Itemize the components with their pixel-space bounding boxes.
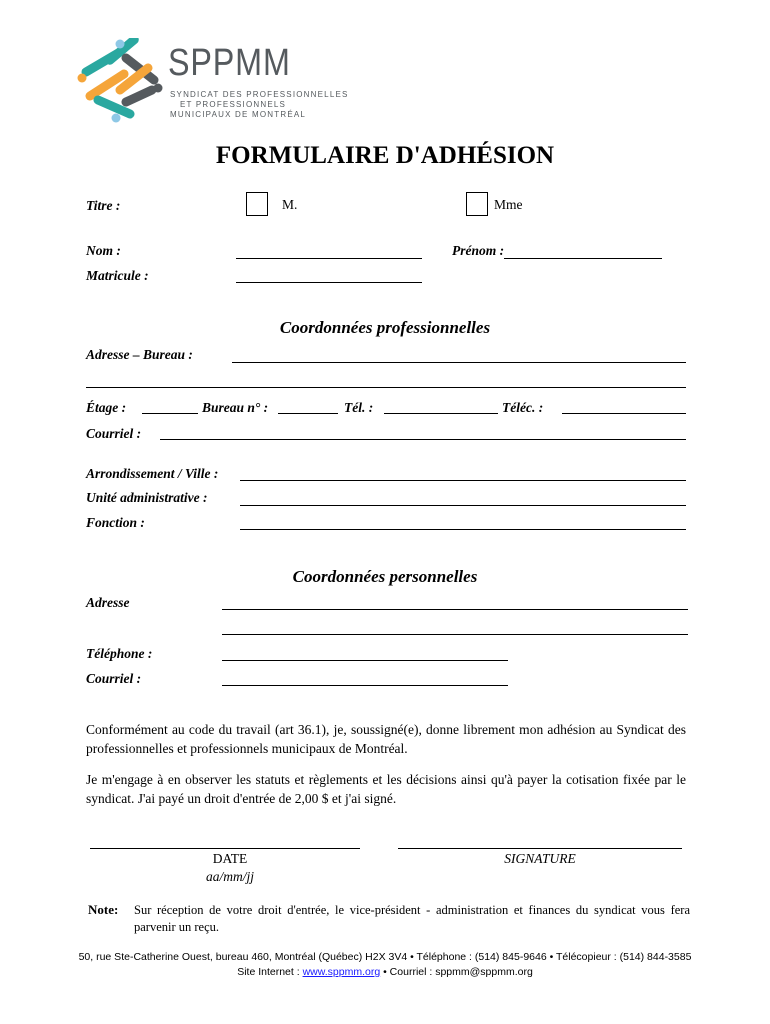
nom-label: Nom : [86,243,121,258]
adresse-bureau-field[interactable] [232,362,686,363]
courriel-perso-label: Courriel : [86,671,142,686]
titre-label: Titre : [86,198,121,213]
declaration-paragraph-2: Je m'engage à en observer les statuts et règlements et les décisions ainsi qu'à payer la cotisation fixée par le syndicat. J'ai payé un droit d'entrée de 2,00 $ et j'ai signé. [86,772,686,806]
telec-field[interactable] [562,413,686,414]
telephone-perso-field[interactable] [222,660,508,661]
nom-field[interactable] [236,258,422,259]
unite-field[interactable] [240,505,686,506]
adresse-bureau-label: Adresse – Bureau : [86,347,193,362]
matricule-field[interactable] [236,282,422,283]
fonction-field[interactable] [240,529,686,530]
tel-label: Tél. : [344,400,374,415]
tel-field[interactable] [384,413,498,414]
adresse-perso-label: Adresse [86,595,130,610]
date-label: DATE [212,851,248,866]
matricule-label: Matricule : [86,268,149,283]
courriel-perso-field[interactable] [222,685,508,686]
etage-field[interactable] [142,413,198,414]
courriel-pro-label: Courriel : [86,426,142,441]
date-format: aa/mm/jj [205,869,254,884]
telec-label: Téléc. : [502,400,544,415]
page-title: FORMULAIRE D'ADHÉSION [215,142,555,169]
signature-label: SIGNATURE [504,851,576,866]
date-line[interactable] [90,848,360,849]
footer-site-prefix: Site Internet : [237,966,303,978]
footer-contact [0,966,770,978]
logo-mark-icon [76,38,166,124]
website-link[interactable]: www.sppmm.org [302,966,381,978]
section-heading-perso: Coordonnées personnelles [292,567,478,586]
etage-label: Étage : [86,400,127,415]
footer-address: 50, rue Ste-Catherine Ouest, bureau 460, Montréal (Québec) H2X 3V4 • Téléphone : (514) 845-9646 • Télécopieur : (514) 844-3585 [78,951,692,963]
option-mme-label: Mme [494,197,523,212]
adresse-perso-field[interactable] [222,609,688,610]
checkbox-mme[interactable] [466,192,488,216]
prenom-field[interactable] [504,258,662,259]
note-label: Note: [88,902,119,917]
logo-name: SPPMM [168,42,291,84]
arrondissement-field[interactable] [240,480,686,481]
logo [76,38,166,124]
bureau-no-field[interactable] [278,413,338,414]
adresse-perso-field-2[interactable] [222,634,688,635]
section-heading-pro: Coordonnées professionnelles [279,318,491,337]
logo-tagline: SYNDICAT DES PROFESSIONNELLES ET PROFESSIONNELS MUNICIPAUX DE MONTRÉAL [170,90,349,119]
footer-courriel: • Courriel : sppmm@sppmm.org [380,966,533,978]
checkbox-m[interactable] [246,192,268,216]
courriel-pro-field[interactable] [160,439,686,440]
option-m-label: M. [282,197,298,212]
adresse-bureau-field-2[interactable] [86,387,686,388]
unite-label: Unité administrative : [86,490,208,505]
note-text: Sur réception de votre droit d'entrée, le vice-président - administration et finances du syndicat vous fera parvenir un reçu. [134,903,690,934]
signature-line[interactable] [398,848,682,849]
arrondissement-label: Arrondissement / Ville : [86,466,219,481]
prenom-label: Prénom : [452,243,505,258]
bureau-no-label: Bureau n° : [202,400,269,415]
telephone-perso-label: Téléphone : [86,646,153,661]
declaration-paragraph-1: Conformément au code du travail (art 36.1), je, soussigné(e), donne librement mon adhésion au Syndicat des professionnelles et professionnels municipaux de Montréal. [86,722,686,756]
fonction-label: Fonction : [86,515,145,530]
